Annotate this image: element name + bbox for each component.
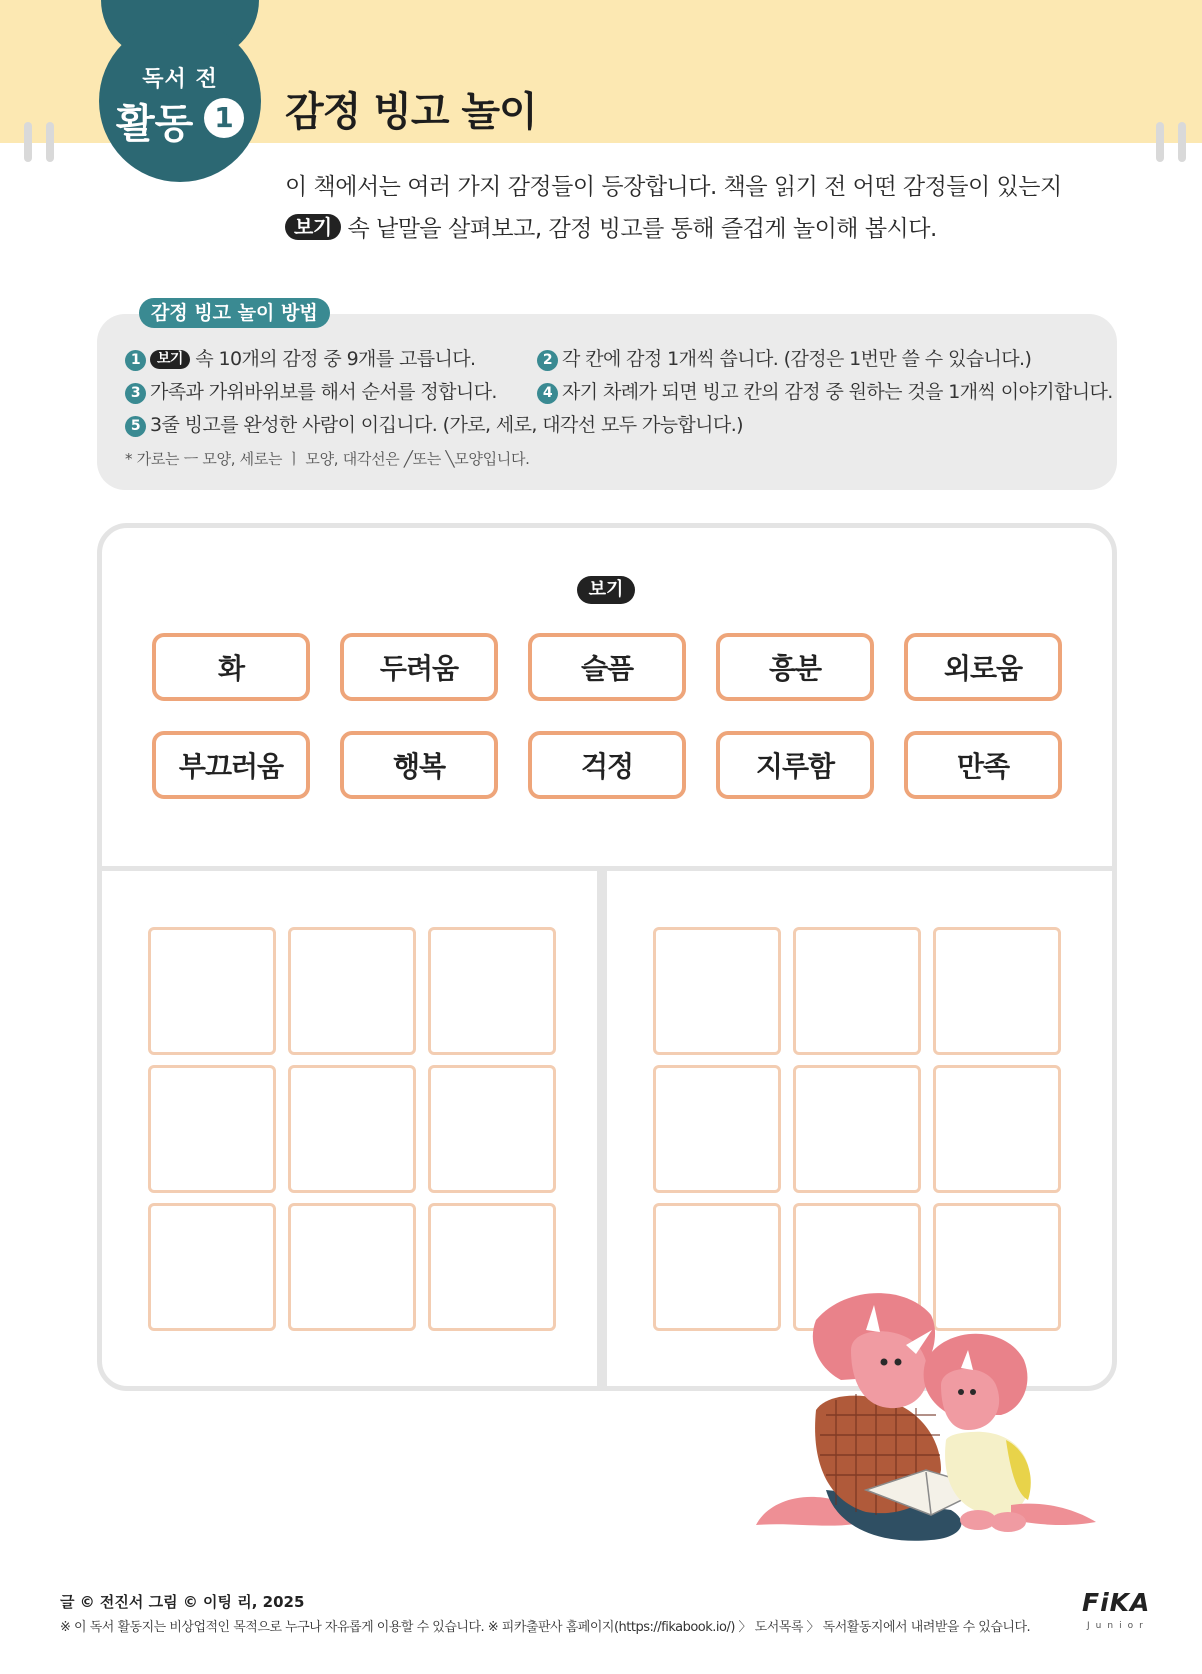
rule-number: 2 (537, 350, 558, 371)
rule-number: 1 (125, 350, 146, 371)
emotion-word: 두려움 (340, 633, 498, 701)
bingo-cell[interactable] (148, 1065, 276, 1193)
intro-line-2-text: 속 낱말을 살펴보고, 감정 빙고를 통해 즐겁게 놀이해 봅시다. (347, 216, 937, 242)
publisher-logo: FiKA (1082, 1588, 1151, 1617)
bingo-board-left (148, 927, 556, 1331)
binder-ring-left-1 (24, 122, 32, 162)
bingo-cell[interactable] (653, 927, 781, 1055)
bingo-cell[interactable] (793, 1065, 921, 1193)
rule-item-1 (125, 344, 475, 371)
bogi-label: 보기 (577, 576, 635, 604)
emotion-word: 흥분 (716, 633, 874, 701)
bingo-cell[interactable] (428, 1203, 556, 1331)
rule-text: 가족과 가위바위보를 해서 순서를 정합니다. (150, 381, 497, 403)
rule-number: 5 (125, 416, 146, 437)
bingo-cell[interactable] (148, 1203, 276, 1331)
rules-tag: 감정 빙고 놀이 방법 (139, 298, 330, 328)
bingo-cell[interactable] (653, 1065, 781, 1193)
bingo-cell[interactable] (148, 927, 276, 1055)
publisher-logo-sub: Junior (1087, 1621, 1149, 1631)
rule-text: 자기 차례가 되면 빙고 칸의 감정 중 원하는 것을 1개씩 이야기합니다. (562, 381, 1113, 403)
bogi-tag: 보기 (150, 350, 190, 369)
emotion-word-list (152, 633, 1062, 799)
intro-line-1: 이 책에서는 여러 가지 감정들이 등장합니다. 책을 읽기 전 어떤 감정들이 있는지 (285, 174, 1062, 200)
frame-divider-vertical (597, 871, 607, 1386)
emotion-word: 행복 (340, 731, 498, 799)
bingo-cell[interactable] (793, 927, 921, 1055)
intro-line-2 (285, 210, 1125, 243)
bingo-cell[interactable] (288, 1065, 416, 1193)
bogi-tag: 보기 (285, 214, 341, 240)
bingo-cell[interactable] (288, 927, 416, 1055)
emotion-word: 부끄러움 (152, 731, 310, 799)
rule-item-2 (537, 344, 1031, 371)
bingo-cell[interactable] (428, 1065, 556, 1193)
triceratops-illustration (756, 1290, 1128, 1560)
emotion-word: 걱정 (528, 731, 686, 799)
rule-text: 3줄 빙고를 완성한 사람이 이깁니다. (가로, 세로, 대각선 모두 가능합니다.) (150, 414, 743, 436)
emotion-word: 만족 (904, 731, 1062, 799)
bingo-cell[interactable] (428, 927, 556, 1055)
frame-divider-horizontal (102, 866, 1112, 871)
binder-ring-right-2 (1178, 122, 1186, 162)
rule-number: 4 (537, 383, 558, 404)
rule-item-5 (125, 410, 743, 437)
emotion-word: 슬픔 (528, 633, 686, 701)
bingo-cell[interactable] (933, 927, 1061, 1055)
rule-item-4 (537, 377, 1113, 404)
rule-item-3 (125, 377, 497, 404)
page-title: 감정 빙고 놀이 (285, 89, 537, 135)
footer-note: ※ 이 독서 활동지는 비상업적인 목적으로 누구나 자유롭게 이용할 수 있습니다. ※ 피카출판사 홈페이지(https://fikabook.io/) 〉 도서목록 〉 독서활동지에서 내려받을 수 있습니다. (60, 1620, 1031, 1635)
binder-ring-right-1 (1156, 122, 1164, 162)
emotion-word: 외로움 (904, 633, 1062, 701)
bingo-cell[interactable] (288, 1203, 416, 1331)
badge-pre-label: 독서 전 (142, 67, 218, 92)
footer-credit: 글 © 전진서 그림 © 이팅 리, 2025 (60, 1593, 305, 1611)
emotion-word: 지루함 (716, 731, 874, 799)
emotion-word: 화 (152, 633, 310, 701)
bingo-cell[interactable] (933, 1065, 1061, 1193)
bingo-board-right (653, 927, 1061, 1331)
badge-number: 1 (204, 98, 244, 138)
badge-main-label: 활동 (116, 101, 194, 147)
rule-text: 각 칸에 감정 1개씩 씁니다. (감정은 1번만 쓸 수 있습니다.) (562, 348, 1032, 370)
binder-ring-left-2 (46, 122, 54, 162)
rules-note: * 가로는 ㅡ 모양, 세로는 ㅣ 모양, 대각선은 ╱또는 ╲모양입니다. (125, 450, 530, 468)
rule-text: 속 10개의 감정 중 9개를 고릅니다. (195, 348, 476, 370)
rule-number: 3 (125, 383, 146, 404)
